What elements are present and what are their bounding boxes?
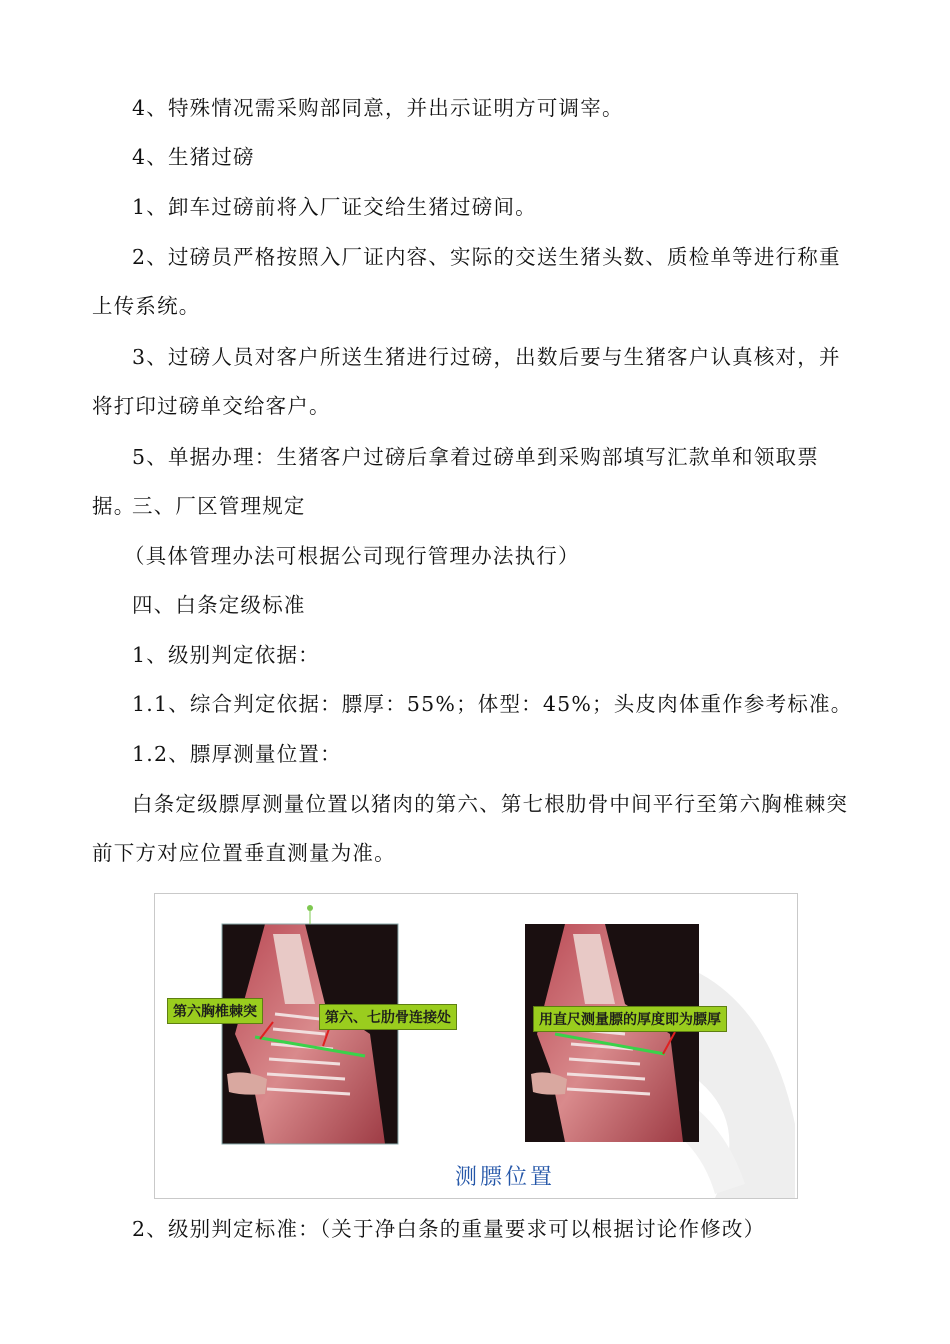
paragraph-13: 白条定级膘厚测量位置以猪肉的第六、第七根肋骨中间平行至第六胸椎棘突前下方对应位置垂直测量为准。 — [92, 792, 849, 865]
paragraph-8: （具体管理办法可根据公司现行管理办法执行） — [124, 544, 580, 568]
fat-measurement-figure — [154, 893, 798, 1199]
figure-caption: 测膘位置 — [455, 1165, 556, 1190]
paragraph-2: 4、生猪过磅 — [132, 145, 255, 169]
paragraph-14: 2、级别判定标准：（关于净白条的重量要求可以根据讨论作修改） — [132, 1217, 766, 1241]
paragraph-5: 3、过磅人员对客户所送生猪进行过磅，出数后要与生猪客户认真核对，并将打印过磅单交给客户。 — [92, 345, 841, 418]
paragraph-12: 1.2、膘厚测量位置： — [132, 742, 342, 766]
paragraph-6: 5、单据办理：生猪客户过磅后拿着过磅单到采购部填写汇款单和领取票据。 — [92, 445, 819, 518]
label-thoracic-spine: 第六胸椎棘突 — [167, 998, 263, 1024]
paragraph-9: 四、白条定级标准 — [132, 593, 306, 617]
paragraph-1: 4、特殊情况需采购部同意，并出示证明方可调宰。 — [132, 96, 624, 120]
label-ruler-measure: 用直尺测量膘的厚度即为膘厚 — [533, 1006, 727, 1032]
paragraph-11: 1.1、综合判定依据：膘厚：55%；体型：45%；头皮肉体重作参考标准。 — [132, 692, 853, 716]
figure-graphic — [155, 894, 797, 1198]
paragraph-10: 1、级别判定依据： — [132, 643, 320, 667]
label-rib-junction: 第六、七肋骨连接处 — [319, 1004, 457, 1030]
paragraph-7: 三、厂区管理规定 — [132, 494, 306, 518]
paragraph-4: 2、过磅员严格按照入厂证内容、实际的交送生猪头数、质检单等进行称重上传系统。 — [92, 245, 841, 318]
paragraph-3: 1、卸车过磅前将入厂证交给生猪过磅间。 — [132, 195, 537, 219]
